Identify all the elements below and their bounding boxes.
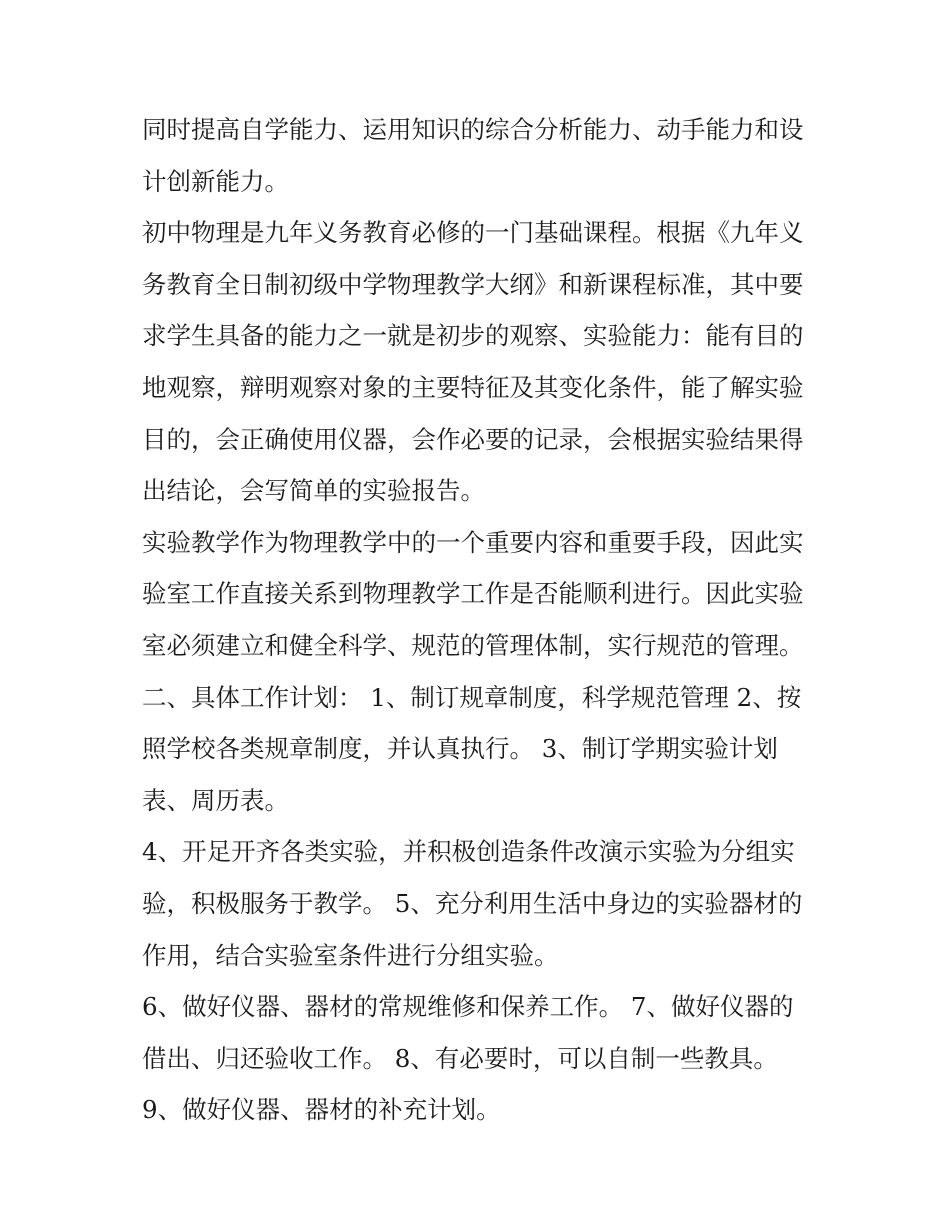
text-line: 6、做好仪器、器材的常规维修和保养工作。 7、做好仪器的 [142,992,794,1022]
text-line: 9、做好仪器、器材的补充计划。 [142,1095,501,1125]
text-line: 务教育全日制初级中学物理教学大纲》和新课程标准，其中要 [142,269,804,299]
text-line: 室必须建立和健全科学、规范的管理体制，实行规范的管理。 [142,630,804,660]
text-line: 验，积极服务于教学。 5、充分利用生活中身边的实验器材的 [142,888,803,918]
text-line: 4、开足开齐各类实验，并积极创造条件改演示实验为分组实 [142,837,795,867]
text-line: 作用，结合实验室条件进行分组实验。 [142,940,559,970]
text-line: 借出、归还验收工作。 8、有必要时，可以自制一些教具。 [142,1043,778,1073]
text-line: 验室工作直接关系到物理教学工作是否能顺利进行。因此实验 [142,579,804,609]
text-line: 出结论，会写简单的实验报告。 [142,476,485,506]
text-line: 二、具体工作计划： 1、制订规章制度，科学规范管理 2、按 [142,682,802,712]
text-line: 初中物理是九年义务教育必修的一门基础课程。根据《九年义 [142,218,804,248]
text-line: 表、周历表。 [142,785,289,815]
text-line: 计创新能力。 [142,166,289,196]
text-line: 同时提高自学能力、运用知识的综合分析能力、动手能力和设 [142,115,804,144]
text-line: 照学校各类规章制度，并认真执行。 3、制订学期实验计划 [142,734,778,764]
text-line: 地观察，辩明观察对象的主要特征及其变化条件，能了解实验 [142,372,804,402]
text-line: 求学生具备的能力之一就是初步的观察、实验能力：能有目的 [142,321,804,351]
document-body [142,104,822,1136]
text-line: 实验教学作为物理教学中的一个重要内容和重要手段，因此实 [142,527,804,557]
text-line: 目的，会正确使用仪器，会作必要的记录，会根据实验结果得 [142,424,804,454]
